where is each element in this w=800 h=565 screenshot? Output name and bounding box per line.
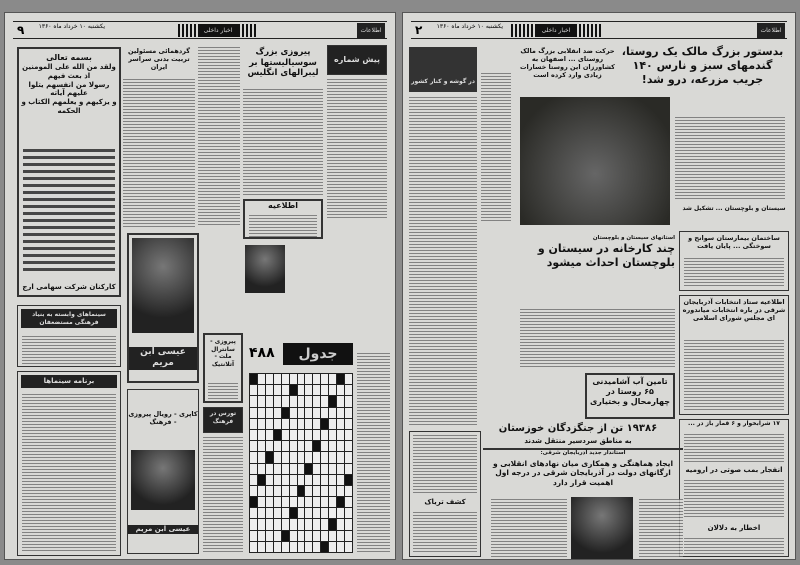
crossword-cell[interactable] bbox=[258, 441, 265, 451]
crossword-cell[interactable] bbox=[274, 396, 281, 406]
crossword-cell[interactable] bbox=[329, 430, 336, 440]
cinema-program-box bbox=[17, 371, 121, 556]
crossword-cell[interactable] bbox=[266, 542, 273, 552]
crossword-cell[interactable] bbox=[305, 475, 312, 485]
crossword-cell[interactable] bbox=[266, 430, 273, 440]
main-subhead: حرکت ضد انقلابی بزرگ مالک روستای ... اصفهان به کشاورزان این روستا خسارات زیادی وارد کرده است bbox=[520, 47, 615, 80]
crossword-cell[interactable] bbox=[266, 508, 273, 518]
cinema-box-title: سینماهای وابسته به بنیاد فرهنگی مستضعفان bbox=[21, 309, 117, 328]
crossword-cell[interactable] bbox=[274, 452, 281, 462]
crossword-cell[interactable] bbox=[266, 408, 273, 418]
crossword-cell[interactable] bbox=[298, 385, 305, 395]
crossword-cell[interactable] bbox=[298, 408, 305, 418]
crossword-cell[interactable] bbox=[258, 497, 265, 507]
crossword-cell[interactable] bbox=[266, 519, 273, 529]
hospital-box bbox=[679, 231, 789, 291]
crossword-cell[interactable] bbox=[250, 508, 257, 518]
crossword-cell[interactable] bbox=[290, 452, 297, 462]
crossword-cell[interactable] bbox=[305, 408, 312, 418]
crossword-cell[interactable] bbox=[305, 452, 312, 462]
crossword-cell[interactable] bbox=[329, 374, 336, 384]
crossword-cell[interactable] bbox=[345, 464, 352, 474]
crossword-cell[interactable] bbox=[298, 452, 305, 462]
crossword-cell[interactable] bbox=[321, 385, 328, 395]
section-label: اخبار داخلی bbox=[198, 24, 238, 37]
crossword-cell[interactable] bbox=[290, 430, 297, 440]
crossword-cell[interactable] bbox=[337, 396, 344, 406]
notice-box bbox=[243, 199, 323, 239]
crossword-cell[interactable] bbox=[282, 419, 289, 429]
crossword-cell[interactable] bbox=[290, 441, 297, 451]
crossword-cell[interactable] bbox=[321, 374, 328, 384]
crossword-cell[interactable] bbox=[250, 452, 257, 462]
crossword-cell[interactable] bbox=[305, 419, 312, 429]
election-box bbox=[679, 295, 789, 415]
crossword-cell[interactable] bbox=[282, 497, 289, 507]
crossword-cell[interactable] bbox=[282, 475, 289, 485]
factory-kicker: استانهای سیستان و بلوچستان bbox=[592, 235, 675, 241]
crossword-cell[interactable] bbox=[290, 464, 297, 474]
crossword-cell[interactable] bbox=[250, 519, 257, 529]
crossword-cell[interactable] bbox=[298, 508, 305, 518]
crossword-cell[interactable] bbox=[250, 542, 257, 552]
film-ad-2-photo bbox=[131, 450, 195, 510]
crossword-cell[interactable] bbox=[258, 464, 265, 474]
crossword-cell[interactable] bbox=[305, 486, 312, 496]
crossword-cell[interactable] bbox=[313, 508, 320, 518]
right-page bbox=[402, 12, 796, 560]
headline-sports: گردهمائی مسئولین تربیت بدنی سراسر ایران bbox=[127, 47, 191, 72]
crossword-cell[interactable] bbox=[298, 542, 305, 552]
sistan-headline: سیستان و بلوچستان ... تشکیل شد bbox=[682, 205, 786, 212]
crossword-cell[interactable] bbox=[274, 486, 281, 496]
crossword-cell[interactable] bbox=[329, 408, 336, 418]
crossword-cell[interactable] bbox=[266, 497, 273, 507]
page-header bbox=[13, 21, 387, 39]
crossword-cell[interactable] bbox=[274, 497, 281, 507]
crossword-cell[interactable] bbox=[274, 464, 281, 474]
bottom-right-box bbox=[679, 419, 789, 557]
crossword-cell[interactable] bbox=[290, 531, 297, 541]
crossword-cell[interactable] bbox=[282, 464, 289, 474]
crossword-cell[interactable] bbox=[282, 542, 289, 552]
crossword-cell[interactable] bbox=[329, 475, 336, 485]
side-ad-2 bbox=[203, 407, 243, 433]
page-date: یکشنبه ۱۰ خرداد ماه ۱۳۶۰ bbox=[436, 23, 503, 30]
crossword-cell[interactable] bbox=[321, 430, 328, 440]
announcement-signature: کارکنان شرکت سهامی ارج bbox=[22, 283, 116, 292]
crossword-cell[interactable] bbox=[282, 531, 289, 541]
crossword-cell[interactable] bbox=[282, 452, 289, 462]
opium-headline: کشف تریاک bbox=[424, 498, 466, 506]
crossword-cell[interactable] bbox=[250, 486, 257, 496]
crossword-cell[interactable] bbox=[274, 374, 281, 384]
crossword-cell[interactable] bbox=[329, 452, 336, 462]
crossword-cell[interactable] bbox=[282, 519, 289, 529]
crossword-cell[interactable] bbox=[305, 542, 312, 552]
crossword-cell[interactable] bbox=[258, 408, 265, 418]
crossword-cell[interactable] bbox=[321, 441, 328, 451]
crossword-cell[interactable] bbox=[337, 419, 344, 429]
announcement-line: ولقد من الله علی المومنین اذ بعث فیهم bbox=[22, 63, 116, 80]
crossword-cell[interactable] bbox=[329, 508, 336, 518]
crossword-cell[interactable] bbox=[337, 497, 344, 507]
crossword-cell[interactable] bbox=[321, 519, 328, 529]
masthead-logo: اطلاعات bbox=[357, 23, 385, 38]
crossword-cell[interactable] bbox=[321, 464, 328, 474]
crossword-cell[interactable] bbox=[329, 396, 336, 406]
crossword-cell[interactable] bbox=[321, 408, 328, 418]
crossword-cell[interactable] bbox=[282, 374, 289, 384]
crossword-cell[interactable] bbox=[345, 497, 352, 507]
khuzestan-headline: ۱۹۳۸۶ تن از جنگزدگان خوزستان bbox=[498, 423, 658, 434]
crossword-cell[interactable] bbox=[274, 408, 281, 418]
cinema-program-title: برنامه سینماها bbox=[21, 375, 117, 388]
crossword-cell[interactable] bbox=[329, 486, 336, 496]
crossword-cell[interactable] bbox=[337, 475, 344, 485]
crossword-cell[interactable] bbox=[305, 430, 312, 440]
crossword-cell[interactable] bbox=[282, 508, 289, 518]
crossword-cell[interactable] bbox=[337, 374, 344, 384]
crossword-cell[interactable] bbox=[345, 519, 352, 529]
crossword-cell[interactable] bbox=[250, 497, 257, 507]
crossword-cell[interactable] bbox=[290, 408, 297, 418]
water-box bbox=[585, 373, 675, 419]
announcement-line: رسولا من انفسهم یتلوا علیهم آیاته bbox=[28, 80, 110, 98]
crossword-cell[interactable] bbox=[258, 531, 265, 541]
crossword-cell[interactable] bbox=[298, 374, 305, 384]
traders-headline: ۱۷ شرابخوار و ۶ قمار باز در ... bbox=[688, 420, 780, 427]
crossword-cell[interactable] bbox=[282, 408, 289, 418]
crossword-cell[interactable] bbox=[313, 385, 320, 395]
crossword-cell[interactable] bbox=[266, 531, 273, 541]
crossword-cell[interactable] bbox=[266, 452, 273, 462]
azar-kicker: استاندار جدید آذربایجان شرقی: bbox=[540, 450, 626, 456]
sistan-box bbox=[679, 205, 789, 227]
crossword-cell[interactable] bbox=[250, 374, 257, 384]
opium-box bbox=[409, 431, 481, 557]
khuzestan-sub: به مناطق سردسیر منتقل شدند bbox=[524, 437, 632, 445]
crossword-cell[interactable] bbox=[313, 430, 320, 440]
crossword-cell[interactable] bbox=[290, 396, 297, 406]
crossword-cell[interactable] bbox=[298, 497, 305, 507]
crossword-cell[interactable] bbox=[313, 408, 320, 418]
crossword-cell[interactable] bbox=[337, 531, 344, 541]
crossword-cell[interactable] bbox=[337, 508, 344, 518]
crossword-cell[interactable] bbox=[290, 497, 297, 507]
crossword-cell[interactable] bbox=[329, 385, 336, 395]
crossword-cell[interactable] bbox=[258, 519, 265, 529]
crossword-cell[interactable] bbox=[282, 385, 289, 395]
page-number: ۹ bbox=[17, 23, 25, 37]
crossword-cell[interactable] bbox=[274, 430, 281, 440]
section-label: اخبار داخلی bbox=[536, 24, 576, 37]
crossword-cell[interactable] bbox=[305, 385, 312, 395]
crossword-cell[interactable] bbox=[305, 374, 312, 384]
crossword-cell[interactable] bbox=[274, 508, 281, 518]
side-ad-text: پیروزی - سانترال ملت - آتلانتیک bbox=[210, 338, 236, 368]
water-headline: تامین آب آشامیدنی ۶۵ روستا در چهارمحال و بختیاری bbox=[589, 377, 671, 406]
crossword-cell[interactable] bbox=[258, 374, 265, 384]
crossword-cell[interactable] bbox=[313, 452, 320, 462]
crossword-cell[interactable] bbox=[313, 441, 320, 451]
crossword-cell[interactable] bbox=[329, 542, 336, 552]
crossword-cell[interactable] bbox=[258, 486, 265, 496]
portrait-photo bbox=[245, 245, 285, 293]
crossword-cell[interactable] bbox=[298, 441, 305, 451]
crossword-cell[interactable] bbox=[274, 542, 281, 552]
crossword-cell[interactable] bbox=[266, 396, 273, 406]
crossword-cell[interactable] bbox=[290, 374, 297, 384]
crossword-cell[interactable] bbox=[290, 542, 297, 552]
crossword-cell[interactable] bbox=[305, 531, 312, 541]
crossword-cell[interactable] bbox=[290, 419, 297, 429]
film-ad-title: عیسی ابن مریم bbox=[129, 347, 197, 370]
page-header bbox=[411, 21, 787, 39]
crossword-cell[interactable] bbox=[321, 419, 328, 429]
crossword-cell[interactable] bbox=[337, 519, 344, 529]
crossword-cell[interactable] bbox=[321, 475, 328, 485]
crossword-number: ۴۸۸ bbox=[249, 345, 275, 361]
crossword-cell[interactable] bbox=[345, 475, 352, 485]
crossword-cell[interactable] bbox=[305, 497, 312, 507]
side-ad bbox=[203, 333, 243, 403]
crossword-cell[interactable] bbox=[266, 475, 273, 485]
crossword-cell[interactable] bbox=[329, 441, 336, 451]
crossword-cell[interactable] bbox=[313, 475, 320, 485]
crossword-cell[interactable] bbox=[345, 542, 352, 552]
crossword-cell[interactable] bbox=[345, 508, 352, 518]
crossword-cell[interactable] bbox=[313, 542, 320, 552]
crossword-cell[interactable] bbox=[321, 508, 328, 518]
crossword-grid[interactable] bbox=[249, 373, 353, 553]
crossword-cell[interactable] bbox=[337, 385, 344, 395]
film-ad bbox=[127, 233, 199, 383]
film-poster bbox=[132, 238, 194, 333]
crossword-cell[interactable] bbox=[298, 519, 305, 529]
crossword-cell[interactable] bbox=[266, 385, 273, 395]
film-ad-2 bbox=[127, 389, 199, 554]
crossword-cell[interactable] bbox=[345, 531, 352, 541]
crossword-cell[interactable] bbox=[258, 508, 265, 518]
crossword-cell[interactable] bbox=[290, 475, 297, 485]
crossword-cell[interactable] bbox=[305, 508, 312, 518]
crossword-cell[interactable] bbox=[337, 430, 344, 440]
crossword-cell[interactable] bbox=[250, 396, 257, 406]
crossword-cell[interactable] bbox=[250, 441, 257, 451]
crossword-cell[interactable] bbox=[250, 464, 257, 474]
crossword-cell[interactable] bbox=[258, 542, 265, 552]
crossword-cell[interactable] bbox=[321, 486, 328, 496]
crossword-cell[interactable] bbox=[290, 519, 297, 529]
factory-story bbox=[520, 235, 675, 305]
bomb-headline: انفجار بمب صوتی در ارومیه bbox=[685, 466, 783, 474]
film-ad-2-cinemas: کاپری - رویال پیروزی - فرهنگ bbox=[128, 410, 198, 427]
crossword-cell[interactable] bbox=[345, 441, 352, 451]
crossword-cell[interactable] bbox=[298, 430, 305, 440]
announcement-box bbox=[17, 47, 121, 297]
crossword-cell[interactable] bbox=[337, 464, 344, 474]
crossword-cell[interactable] bbox=[345, 452, 352, 462]
governor-photo bbox=[571, 497, 633, 559]
crossword-cell[interactable] bbox=[305, 519, 312, 529]
film-ad-2-title: عیسی ابن مریم bbox=[128, 525, 198, 534]
corner-logo-box bbox=[327, 45, 387, 75]
azar-headline: ایجاد هماهنگی و همکاری میان نهادهای انقلابی و ارگانهای دولت در آذربایجان شرقی در درجه اول اهمیت قرار دارد bbox=[492, 459, 674, 487]
crossword-cell[interactable] bbox=[345, 419, 352, 429]
crossword-cell[interactable] bbox=[329, 464, 336, 474]
crossword-cell[interactable] bbox=[313, 519, 320, 529]
crossword-cell[interactable] bbox=[250, 475, 257, 485]
factory-headline: چند کارخانه در سیستان و بلوچستان احداث میشود bbox=[537, 241, 675, 269]
crossword-cell[interactable] bbox=[266, 441, 273, 451]
crossword-cell[interactable] bbox=[305, 464, 312, 474]
crossword-cell[interactable] bbox=[274, 385, 281, 395]
crossword-cell[interactable] bbox=[266, 464, 273, 474]
page-date: یکشنبه ۱۰ خرداد ماه ۱۳۶۰ bbox=[38, 23, 105, 30]
crossword-cell[interactable] bbox=[282, 441, 289, 451]
headline-socialists: پیروزی بزرگ سوسیالیستها بر لیبرالهای انگلیس bbox=[247, 47, 319, 79]
main-photo bbox=[520, 97, 670, 225]
crossword-cell[interactable] bbox=[321, 497, 328, 507]
crossword-cell[interactable] bbox=[298, 464, 305, 474]
dealers-headline: اخطار به دلالان bbox=[707, 524, 761, 532]
crossword-cell[interactable] bbox=[274, 475, 281, 485]
crossword-cell[interactable] bbox=[329, 531, 336, 541]
crossword-cell[interactable] bbox=[313, 419, 320, 429]
crossword-cell[interactable] bbox=[258, 385, 265, 395]
crossword-cell[interactable] bbox=[298, 531, 305, 541]
crossword-cell[interactable] bbox=[345, 385, 352, 395]
crossword-cell[interactable] bbox=[298, 486, 305, 496]
cinema-listing-box bbox=[17, 305, 121, 367]
crossword-cell[interactable] bbox=[290, 508, 297, 518]
crossword-cell[interactable] bbox=[329, 497, 336, 507]
crossword-cell[interactable] bbox=[250, 408, 257, 418]
announcement-title: بسمه تعالی bbox=[46, 53, 92, 62]
crossword-cell[interactable] bbox=[298, 396, 305, 406]
chart-box-label: در گوشه و کنار کشور bbox=[411, 78, 475, 85]
crossword-cell[interactable] bbox=[305, 396, 312, 406]
crossword-cell[interactable] bbox=[321, 452, 328, 462]
chart-box bbox=[409, 47, 477, 92]
left-page bbox=[4, 12, 396, 560]
crossword-cell[interactable] bbox=[337, 408, 344, 418]
crossword-cell[interactable] bbox=[321, 542, 328, 552]
crossword-cell[interactable] bbox=[337, 452, 344, 462]
crossword-cell[interactable] bbox=[321, 531, 328, 541]
crossword-cell[interactable] bbox=[274, 441, 281, 451]
crossword-cell[interactable] bbox=[250, 430, 257, 440]
crossword-cell[interactable] bbox=[282, 430, 289, 440]
crossword-cell[interactable] bbox=[258, 419, 265, 429]
crossword-cell[interactable] bbox=[345, 374, 352, 384]
crossword-cell[interactable] bbox=[345, 396, 352, 406]
crossword-cell[interactable] bbox=[274, 519, 281, 529]
crossword-cell[interactable] bbox=[298, 475, 305, 485]
crossword-cell[interactable] bbox=[266, 419, 273, 429]
crossword-cell[interactable] bbox=[274, 419, 281, 429]
crossword-cell[interactable] bbox=[258, 430, 265, 440]
crossword-cell[interactable] bbox=[274, 531, 281, 541]
crossword-cell[interactable] bbox=[321, 396, 328, 406]
crossword-cell[interactable] bbox=[313, 374, 320, 384]
crossword-cell[interactable] bbox=[290, 486, 297, 496]
crossword-cell[interactable] bbox=[313, 464, 320, 474]
corner-title: پیش شماره bbox=[334, 55, 380, 64]
crossword-cell[interactable] bbox=[313, 396, 320, 406]
crossword-cell[interactable] bbox=[337, 542, 344, 552]
crossword-cell[interactable] bbox=[258, 452, 265, 462]
crossword-cell[interactable] bbox=[313, 486, 320, 496]
side-ad-2-text: تورس در فرهنگ bbox=[209, 410, 237, 425]
crossword-cell[interactable] bbox=[290, 385, 297, 395]
crossword-cell[interactable] bbox=[282, 486, 289, 496]
crossword-cell[interactable] bbox=[250, 419, 257, 429]
announcement-line: و یزکیهم و یعلمهم الکتاب و الحکمه bbox=[21, 98, 117, 115]
crossword-cell[interactable] bbox=[345, 430, 352, 440]
crossword-cell[interactable] bbox=[266, 374, 273, 384]
crossword-cell[interactable] bbox=[250, 385, 257, 395]
page-number: ۲ bbox=[415, 23, 423, 37]
crossword-cell[interactable] bbox=[313, 531, 320, 541]
main-headline: بدستور بزرگ مالک یک روستا، گندمهای سبز و نارس ۱۴۰ جریب مزرعه، درو شد! bbox=[621, 45, 784, 86]
crossword-cell[interactable] bbox=[258, 475, 265, 485]
notice-title: اطلاعیه bbox=[268, 201, 298, 210]
crossword-cell[interactable] bbox=[258, 396, 265, 406]
crossword-cell[interactable] bbox=[345, 486, 352, 496]
crossword-cell[interactable] bbox=[337, 486, 344, 496]
crossword-cell[interactable] bbox=[250, 531, 257, 541]
crossword-cell[interactable] bbox=[337, 441, 344, 451]
crossword-cell[interactable] bbox=[313, 497, 320, 507]
crossword-cell[interactable] bbox=[298, 419, 305, 429]
hospital-headline: ساختمان بیمارستان سوانح و سوختگی ... پایان یافت bbox=[688, 234, 780, 251]
crossword-cell[interactable] bbox=[305, 441, 312, 451]
crossword-title: جدول bbox=[283, 343, 353, 365]
crossword-cell[interactable] bbox=[329, 419, 336, 429]
election-headline: اطلاعیه ستاد انتخابات آذربایجان شرقی در باره انتخابات میاندوره ای مجلس شورای اسلامی bbox=[682, 298, 786, 323]
crossword-cell[interactable] bbox=[345, 408, 352, 418]
crossword-cell[interactable] bbox=[282, 396, 289, 406]
crossword-cell[interactable] bbox=[329, 519, 336, 529]
masthead-logo: اطلاعات bbox=[757, 23, 785, 38]
crossword-cell[interactable] bbox=[266, 486, 273, 496]
